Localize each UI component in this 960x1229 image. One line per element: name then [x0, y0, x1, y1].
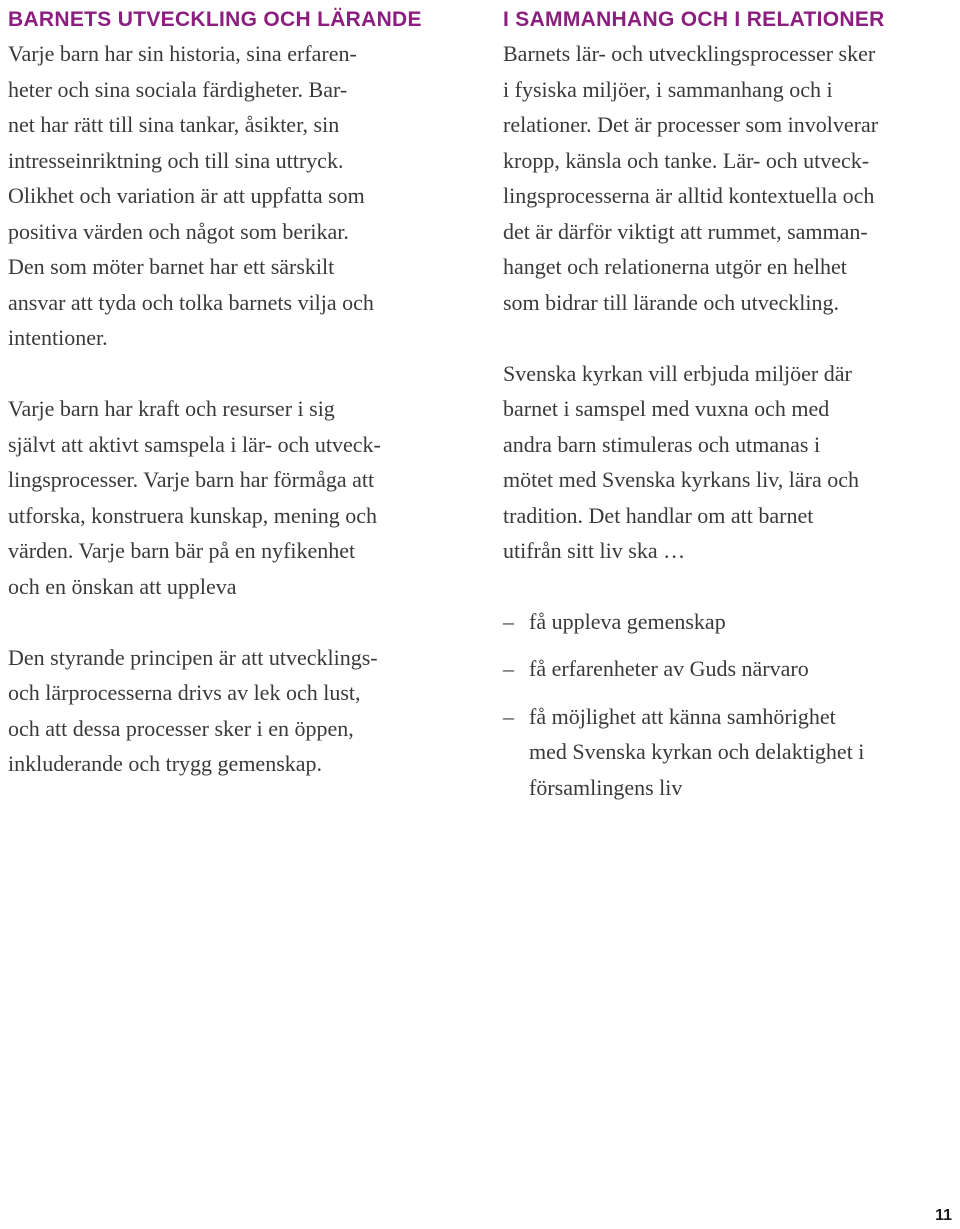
dash-bullet: – [503, 703, 514, 729]
list-item-text: få erfarenheter av Guds närvaro [529, 656, 809, 681]
section-heading-i-sammanhang: I SAMMANHANG OCH I RELATIONER [503, 8, 885, 31]
body-paragraph: Varje barn har kraft och resurser i sig självt att aktivt samspela i lär- och utveck- lingsprocesser. Varje barn har förmåga att utforska, konstruera kunskap, mening och värden. Varje barn bär på en nyfikenhet och en önskan att uppleva [8, 396, 381, 599]
body-paragraph: Svenska kyrkan vill erbjuda miljöer där barnet i samspel med vuxna och med andra barn stimuleras och utmanas i mötet med Svenska kyrkans liv, lära och tradition. Det handlar om att barnet utifrån sitt liv ska … [503, 360, 859, 563]
list-item [503, 604, 955, 640]
right-column [503, 4, 955, 817]
list-item [503, 699, 955, 806]
body-paragraph: Barnets lär- och utvecklingsprocesser sker i fysiska miljöer, i sammanhang och i relationer. Det är processer som involverar kropp, känsla och tanke. Lär- och utveck- lingsprocesserna är alltid kontextuella och det är därför viktigt att rummet, samman- hanget och relationerna utgör en helhet som bidrar till lärande och utveckling. [503, 41, 879, 315]
list-item [503, 651, 955, 687]
section-heading-barnets-utveckling: BARNETS UTVECKLING OCH LÄRANDE [8, 8, 422, 31]
page-number: 11 [935, 1207, 952, 1224]
body-paragraph: Varje barn har sin historia, sina erfaren- heter och sina sociala färdigheter. Bar- net har rätt till sina tankar, åsikter, sin intresseinriktning och till sina uttryck. Olikhet och variation är att uppfatta som positiva värden och något som berikar. Den som möter barnet har ett särskilt ansvar att tyda och tolka barnets vilja och intentioner. [8, 41, 374, 350]
left-column [8, 4, 478, 782]
dash-bullet: – [503, 656, 514, 681]
body-paragraph: Den styrande principen är att utvecklings- och lärprocesserna drivs av lek och lust, och att dessa processer sker i en öppen, inkluderande och trygg gemenskap. [8, 644, 378, 776]
dash-bullet: – [503, 608, 514, 634]
dash-list [503, 604, 955, 806]
list-item-text: få uppleva gemenskap [529, 608, 726, 634]
list-item-text: få möjlighet att känna samhörighet med Svenska kyrkan och delaktighet i församlingens liv [529, 703, 865, 800]
